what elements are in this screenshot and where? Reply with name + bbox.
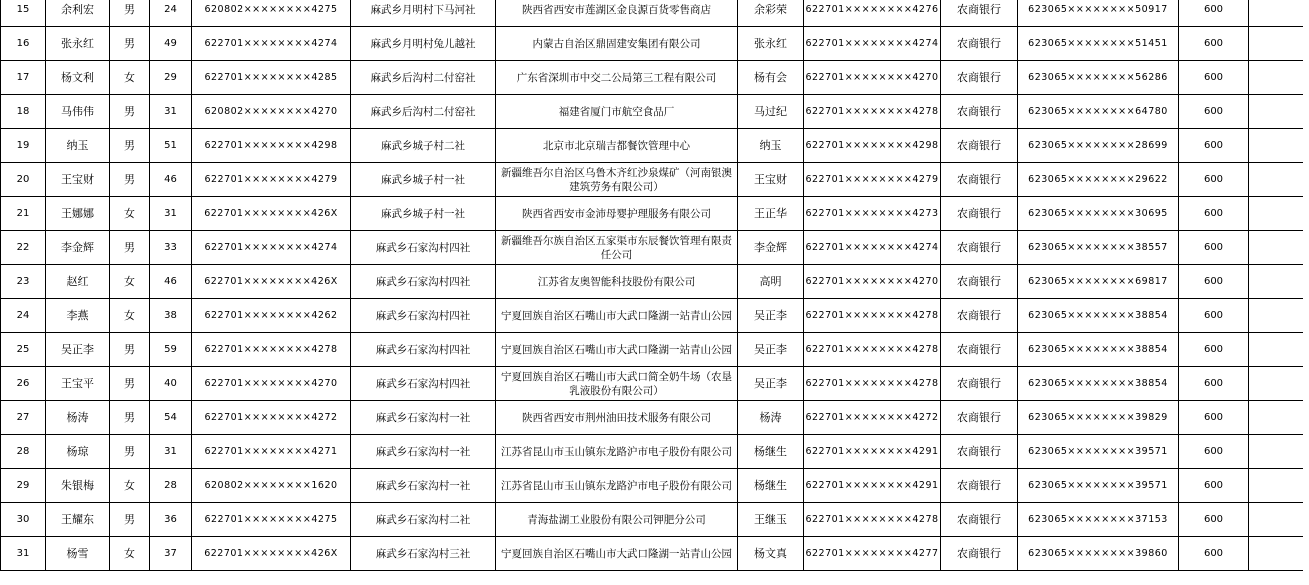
gender-cell: 男 <box>110 27 150 61</box>
id-number-cell: 622701××××××××4262 <box>192 299 351 333</box>
amount-cell: 600 <box>1179 231 1249 265</box>
id-number-cell: 622701××××××××426X <box>192 197 351 231</box>
workplace-cell: 陕西省西安市金沛母婴护理服务有限公司 <box>496 197 738 231</box>
empty-cell <box>1249 367 1304 401</box>
gender-cell: 女 <box>110 469 150 503</box>
empty-cell <box>1249 265 1304 299</box>
gender-cell: 女 <box>110 61 150 95</box>
table-row <box>1 0 1304 27</box>
address-cell: 麻武乡石家沟村四社 <box>351 299 496 333</box>
amount-cell: 600 <box>1179 503 1249 537</box>
row-number-cell: 28 <box>1 435 46 469</box>
row-number-cell: 26 <box>1 367 46 401</box>
table-row <box>1 367 1304 401</box>
amount-cell: 600 <box>1179 401 1249 435</box>
workplace-cell: 陕西省西安市荆州油田技术服务有限公司 <box>496 401 738 435</box>
bank-cell: 农商银行 <box>941 27 1018 61</box>
bank-cell: 农商银行 <box>941 299 1018 333</box>
age-cell: 31 <box>150 435 192 469</box>
address-cell: 麻武乡石家沟村四社 <box>351 367 496 401</box>
holder-id-cell: 622701××××××××4274 <box>804 27 941 61</box>
table-row <box>1 197 1304 231</box>
bank-cell: 农商银行 <box>941 401 1018 435</box>
row-number-cell: 25 <box>1 333 46 367</box>
account-number-cell: 623065××××××××69817 <box>1018 265 1179 299</box>
name-cell: 王耀东 <box>46 503 110 537</box>
account-holder-cell: 杨继生 <box>738 435 804 469</box>
age-cell: 46 <box>150 265 192 299</box>
holder-id-cell: 622701××××××××4278 <box>804 95 941 129</box>
row-number-cell: 30 <box>1 503 46 537</box>
gender-cell: 男 <box>110 333 150 367</box>
row-number-cell: 23 <box>1 265 46 299</box>
age-cell: 40 <box>150 367 192 401</box>
empty-cell <box>1249 231 1304 265</box>
age-cell: 37 <box>150 537 192 571</box>
name-cell: 赵红 <box>46 265 110 299</box>
address-cell: 麻武乡月明村兔儿越社 <box>351 27 496 61</box>
id-number-cell: 622701××××××××4274 <box>192 231 351 265</box>
gender-cell: 男 <box>110 0 150 27</box>
row-number-cell: 19 <box>1 129 46 163</box>
workplace-cell: 宁夏回族自治区石嘴山市大武口隆湖一站青山公园 <box>496 537 738 571</box>
account-number-cell: 623065××××××××50917 <box>1018 0 1179 27</box>
table-row <box>1 503 1304 537</box>
bank-cell: 农商银行 <box>941 0 1018 27</box>
account-holder-cell: 吴正李 <box>738 333 804 367</box>
row-number-cell: 16 <box>1 27 46 61</box>
empty-cell <box>1249 469 1304 503</box>
empty-cell <box>1249 435 1304 469</box>
account-number-cell: 623065××××××××56286 <box>1018 61 1179 95</box>
holder-id-cell: 622701××××××××4273 <box>804 197 941 231</box>
account-holder-cell: 吴正李 <box>738 367 804 401</box>
holder-id-cell: 622701××××××××4277 <box>804 537 941 571</box>
bank-cell: 农商银行 <box>941 265 1018 299</box>
holder-id-cell: 622701××××××××4291 <box>804 435 941 469</box>
bank-cell: 农商银行 <box>941 537 1018 571</box>
workplace-cell: 广东省深圳市中交二公局第三工程有限公司 <box>496 61 738 95</box>
account-number-cell: 623065××××××××38854 <box>1018 299 1179 333</box>
address-cell: 麻武乡石家沟村三社 <box>351 537 496 571</box>
bank-cell: 农商银行 <box>941 333 1018 367</box>
age-cell: 54 <box>150 401 192 435</box>
account-holder-cell: 王宝财 <box>738 163 804 197</box>
amount-cell: 600 <box>1179 27 1249 61</box>
gender-cell: 男 <box>110 435 150 469</box>
workplace-cell: 江苏省昆山市玉山镇东龙路沪市电子股份有限公司 <box>496 435 738 469</box>
table-row <box>1 401 1304 435</box>
amount-cell: 600 <box>1179 469 1249 503</box>
age-cell: 46 <box>150 163 192 197</box>
name-cell: 马伟伟 <box>46 95 110 129</box>
address-cell: 麻武乡石家沟村四社 <box>351 333 496 367</box>
age-cell: 36 <box>150 503 192 537</box>
id-number-cell: 622701××××××××426X <box>192 537 351 571</box>
amount-cell: 600 <box>1179 0 1249 27</box>
row-number-cell: 29 <box>1 469 46 503</box>
holder-id-cell: 622701××××××××4274 <box>804 231 941 265</box>
account-number-cell: 623065××××××××51451 <box>1018 27 1179 61</box>
table-row <box>1 469 1304 503</box>
name-cell: 王宝财 <box>46 163 110 197</box>
id-number-cell: 622701××××××××4279 <box>192 163 351 197</box>
holder-id-cell: 622701××××××××4279 <box>804 163 941 197</box>
row-number-cell: 17 <box>1 61 46 95</box>
name-cell: 王娜娜 <box>46 197 110 231</box>
amount-cell: 600 <box>1179 435 1249 469</box>
age-cell: 59 <box>150 333 192 367</box>
row-number-cell: 27 <box>1 401 46 435</box>
bank-cell: 农商银行 <box>941 503 1018 537</box>
gender-cell: 男 <box>110 503 150 537</box>
bank-cell: 农商银行 <box>941 163 1018 197</box>
empty-cell <box>1249 27 1304 61</box>
empty-cell <box>1249 163 1304 197</box>
gender-cell: 女 <box>110 537 150 571</box>
account-holder-cell: 高明 <box>738 265 804 299</box>
gender-cell: 男 <box>110 401 150 435</box>
account-number-cell: 623065××××××××30695 <box>1018 197 1179 231</box>
holder-id-cell: 622701××××××××4270 <box>804 265 941 299</box>
workplace-cell: 宁夏回族自治区石嘴山市大武口隆湖一站青山公园 <box>496 333 738 367</box>
account-number-cell: 623065××××××××39860 <box>1018 537 1179 571</box>
account-holder-cell: 马过纪 <box>738 95 804 129</box>
id-number-cell: 620802××××××××4275 <box>192 0 351 27</box>
address-cell: 麻武乡石家沟村二社 <box>351 503 496 537</box>
age-cell: 31 <box>150 95 192 129</box>
account-holder-cell: 余彩荣 <box>738 0 804 27</box>
workplace-cell: 江苏省昆山市玉山镇东龙路沪市电子股份有限公司 <box>496 469 738 503</box>
account-number-cell: 623065××××××××37153 <box>1018 503 1179 537</box>
gender-cell: 男 <box>110 231 150 265</box>
account-holder-cell: 杨文真 <box>738 537 804 571</box>
bank-cell: 农商银行 <box>941 231 1018 265</box>
address-cell: 麻武乡城子村一社 <box>351 163 496 197</box>
sheet-edge <box>1303 0 1309 585</box>
id-number-cell: 620802××××××××4270 <box>192 95 351 129</box>
id-number-cell: 622701××××××××4278 <box>192 333 351 367</box>
address-cell: 麻武乡石家沟村一社 <box>351 469 496 503</box>
address-cell: 麻武乡城子村一社 <box>351 197 496 231</box>
row-number-cell: 24 <box>1 299 46 333</box>
amount-cell: 600 <box>1179 129 1249 163</box>
address-cell: 麻武乡石家沟村一社 <box>351 401 496 435</box>
row-number-cell: 22 <box>1 231 46 265</box>
table-row <box>1 61 1304 95</box>
name-cell: 余利宏 <box>46 0 110 27</box>
name-cell: 杨涛 <box>46 401 110 435</box>
holder-id-cell: 622701××××××××4278 <box>804 299 941 333</box>
account-holder-cell: 王继玉 <box>738 503 804 537</box>
table-row <box>1 299 1304 333</box>
amount-cell: 600 <box>1179 333 1249 367</box>
account-holder-cell: 杨有会 <box>738 61 804 95</box>
id-number-cell: 622701××××××××4271 <box>192 435 351 469</box>
holder-id-cell: 622701××××××××4298 <box>804 129 941 163</box>
address-cell: 麻武乡石家沟村一社 <box>351 435 496 469</box>
row-number-cell: 18 <box>1 95 46 129</box>
table-row <box>1 435 1304 469</box>
workplace-cell: 内蒙古自治区鼎固建安集团有限公司 <box>496 27 738 61</box>
id-number-cell: 622701××××××××426X <box>192 265 351 299</box>
empty-cell <box>1249 401 1304 435</box>
id-number-cell: 622701××××××××4272 <box>192 401 351 435</box>
row-number-cell: 21 <box>1 197 46 231</box>
account-holder-cell: 张永红 <box>738 27 804 61</box>
amount-cell: 600 <box>1179 265 1249 299</box>
workplace-cell: 宁夏回族自治区石嘴山市大武口隆湖一站青山公园 <box>496 299 738 333</box>
age-cell: 31 <box>150 197 192 231</box>
workplace-cell: 青海盐湖工业股份有限公司钾肥分公司 <box>496 503 738 537</box>
empty-cell <box>1249 333 1304 367</box>
amount-cell: 600 <box>1179 95 1249 129</box>
row-number-cell: 31 <box>1 537 46 571</box>
address-cell: 麻武乡石家沟村四社 <box>351 265 496 299</box>
account-holder-cell: 杨继生 <box>738 469 804 503</box>
account-number-cell: 623065××××××××28699 <box>1018 129 1179 163</box>
id-number-cell: 622701××××××××4270 <box>192 367 351 401</box>
amount-cell: 600 <box>1179 197 1249 231</box>
holder-id-cell: 622701××××××××4291 <box>804 469 941 503</box>
account-number-cell: 623065××××××××38854 <box>1018 367 1179 401</box>
id-number-cell: 622701××××××××4274 <box>192 27 351 61</box>
age-cell: 33 <box>150 231 192 265</box>
name-cell: 张永红 <box>46 27 110 61</box>
address-cell: 麻武乡后沟村二付窑社 <box>351 61 496 95</box>
account-number-cell: 623065××××××××39571 <box>1018 469 1179 503</box>
workplace-cell: 北京市北京瑞吉都餐饮管理中心 <box>496 129 738 163</box>
holder-id-cell: 622701××××××××4270 <box>804 61 941 95</box>
row-number-cell: 15 <box>1 0 46 27</box>
amount-cell: 600 <box>1179 299 1249 333</box>
empty-cell <box>1249 537 1304 571</box>
amount-cell: 600 <box>1179 537 1249 571</box>
amount-cell: 600 <box>1179 163 1249 197</box>
workplace-cell: 新疆维吾尔族自治区五家渠市东辰餐饮管理有限责任公司 <box>496 231 738 265</box>
account-number-cell: 623065××××××××38854 <box>1018 333 1179 367</box>
empty-cell <box>1249 0 1304 27</box>
name-cell: 杨雪 <box>46 537 110 571</box>
holder-id-cell: 622701××××××××4278 <box>804 367 941 401</box>
holder-id-cell: 622701××××××××4272 <box>804 401 941 435</box>
gender-cell: 男 <box>110 129 150 163</box>
bank-cell: 农商银行 <box>941 61 1018 95</box>
address-cell: 麻武乡城子村二社 <box>351 129 496 163</box>
id-number-cell: 620802××××××××1620 <box>192 469 351 503</box>
account-number-cell: 623065××××××××29622 <box>1018 163 1179 197</box>
name-cell: 杨文利 <box>46 61 110 95</box>
gender-cell: 女 <box>110 299 150 333</box>
empty-cell <box>1249 197 1304 231</box>
table-row <box>1 537 1304 571</box>
name-cell: 吴正李 <box>46 333 110 367</box>
table-row <box>1 129 1304 163</box>
amount-cell: 600 <box>1179 61 1249 95</box>
id-number-cell: 622701××××××××4285 <box>192 61 351 95</box>
empty-cell <box>1249 129 1304 163</box>
account-holder-cell: 李金辉 <box>738 231 804 265</box>
table-row <box>1 333 1304 367</box>
empty-cell <box>1249 95 1304 129</box>
account-number-cell: 623065××××××××39571 <box>1018 435 1179 469</box>
account-holder-cell: 王正华 <box>738 197 804 231</box>
age-cell: 29 <box>150 61 192 95</box>
account-holder-cell: 杨涛 <box>738 401 804 435</box>
age-cell: 38 <box>150 299 192 333</box>
table-row <box>1 163 1304 197</box>
amount-cell: 600 <box>1179 367 1249 401</box>
bank-cell: 农商银行 <box>941 367 1018 401</box>
table-row <box>1 95 1304 129</box>
age-cell: 49 <box>150 27 192 61</box>
gender-cell: 男 <box>110 95 150 129</box>
name-cell: 杨琼 <box>46 435 110 469</box>
table-row <box>1 265 1304 299</box>
bank-cell: 农商银行 <box>941 435 1018 469</box>
empty-cell <box>1249 61 1304 95</box>
id-number-cell: 622701××××××××4275 <box>192 503 351 537</box>
table-row <box>1 231 1304 265</box>
address-cell: 麻武乡石家沟村四社 <box>351 231 496 265</box>
account-number-cell: 623065××××××××64780 <box>1018 95 1179 129</box>
bank-cell: 农商银行 <box>941 469 1018 503</box>
workplace-cell: 福建省厦门市航空食品厂 <box>496 95 738 129</box>
name-cell: 李燕 <box>46 299 110 333</box>
id-number-cell: 622701××××××××4298 <box>192 129 351 163</box>
gender-cell: 男 <box>110 367 150 401</box>
account-number-cell: 623065××××××××39829 <box>1018 401 1179 435</box>
account-number-cell: 623065××××××××38557 <box>1018 231 1179 265</box>
row-number-cell: 20 <box>1 163 46 197</box>
holder-id-cell: 622701××××××××4276 <box>804 0 941 27</box>
bank-cell: 农商银行 <box>941 197 1018 231</box>
address-cell: 麻武乡后沟村二付窑社 <box>351 95 496 129</box>
workplace-cell: 新疆维吾尔自治区乌鲁木齐红沙泉煤矿（河南银澳建筑劳务有限公司） <box>496 163 738 197</box>
empty-cell <box>1249 299 1304 333</box>
workplace-cell: 陕西省西安市莲湖区金良源百货零售商店 <box>496 0 738 27</box>
account-holder-cell: 吴正李 <box>738 299 804 333</box>
gender-cell: 女 <box>110 265 150 299</box>
age-cell: 51 <box>150 129 192 163</box>
name-cell: 李金辉 <box>46 231 110 265</box>
age-cell: 28 <box>150 469 192 503</box>
bank-cell: 农商银行 <box>941 95 1018 129</box>
age-cell: 24 <box>150 0 192 27</box>
holder-id-cell: 622701××××××××4278 <box>804 333 941 367</box>
gender-cell: 男 <box>110 163 150 197</box>
name-cell: 纳玉 <box>46 129 110 163</box>
name-cell: 朱银梅 <box>46 469 110 503</box>
bank-cell: 农商银行 <box>941 129 1018 163</box>
gender-cell: 女 <box>110 197 150 231</box>
holder-id-cell: 622701××××××××4278 <box>804 503 941 537</box>
workplace-cell: 江苏省友奥智能科技股份有限公司 <box>496 265 738 299</box>
address-cell: 麻武乡月明村下马河社 <box>351 0 496 27</box>
empty-cell <box>1249 503 1304 537</box>
name-cell: 王宝平 <box>46 367 110 401</box>
account-holder-cell: 纳玉 <box>738 129 804 163</box>
table-row <box>1 27 1304 61</box>
workplace-cell: 宁夏回族自治区石嘴山市大武口简全奶牛场（农垦乳液股份有限公司） <box>496 367 738 401</box>
